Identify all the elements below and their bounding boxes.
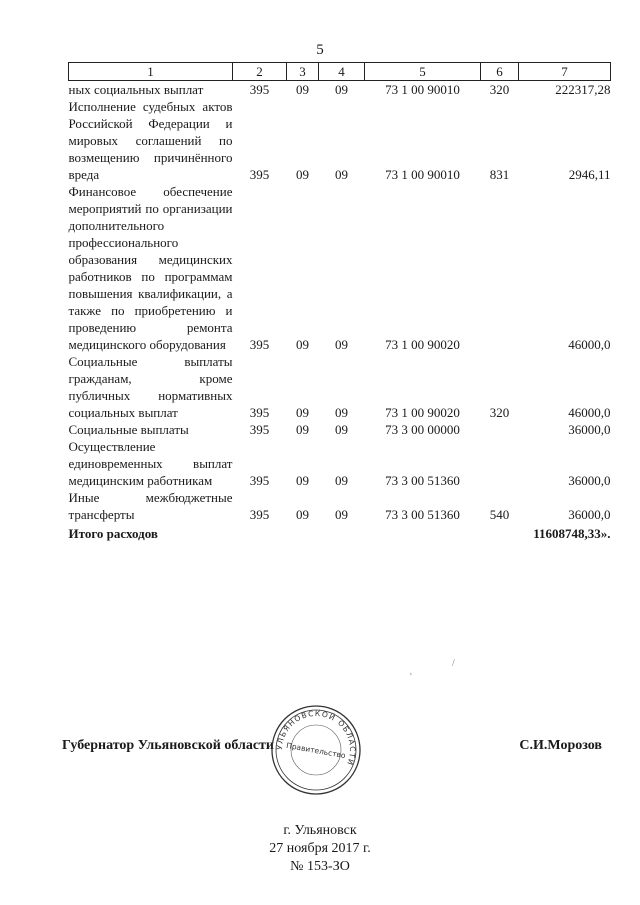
row-target-article: 73 1 00 90020 (385, 405, 460, 420)
row-amount: 36000,0 (568, 507, 611, 522)
row-amount: 46000,0 (568, 337, 611, 352)
footer-date: 27 ноября 2017 г. (269, 841, 371, 856)
row-subsection: 09 (335, 473, 348, 488)
row-name: Социальные выплаты гражданам, кроме публичных нормативных социальных выплат (68, 354, 233, 420)
row-name: Иные межбюджетные трансферты (68, 490, 233, 522)
row-name: Социальные выплаты (68, 422, 189, 437)
row-subsection: 09 (335, 337, 348, 352)
row-expense-type (481, 438, 519, 489)
row-ministry-code: 395 (249, 82, 270, 97)
row-ministry-code: 395 (249, 473, 270, 488)
row-section: 09 (296, 167, 309, 182)
official-seal-icon (270, 704, 362, 796)
row-name: Исполнение судебных актов Российской Федерации и мировых соглашений по возмещению причинённого вреда (68, 99, 233, 182)
table-row (69, 98, 611, 183)
row-expense-type: 831 (489, 167, 510, 182)
row-section: 09 (296, 82, 309, 97)
row-name: ных социальных выплат (68, 82, 204, 97)
row-target-article: 73 1 00 90010 (385, 167, 460, 182)
row-ministry-code: 395 (249, 405, 270, 420)
table-row (69, 438, 611, 489)
table-header-row (69, 63, 611, 81)
row-subsection: 09 (335, 507, 348, 522)
footer-law-number: № 153-ЗО (290, 859, 350, 874)
row-expense-type: 320 (489, 82, 510, 97)
total-row (69, 523, 611, 542)
row-section: 09 (296, 405, 309, 420)
row-section: 09 (296, 422, 309, 437)
total-value: 11608748,33». (533, 526, 611, 541)
column-header: 2 (233, 63, 287, 81)
table-row (69, 489, 611, 523)
governor-title: Губернатор Ульяновской области (62, 738, 274, 753)
row-target-article: 73 3 00 51360 (385, 473, 460, 488)
governor-name: С.И.Морозов (519, 738, 602, 753)
table-row (69, 81, 611, 99)
seal-center-text: Правительство (285, 740, 347, 761)
row-target-article: 73 1 00 90010 (385, 82, 460, 97)
row-target-article: 73 1 00 90020 (385, 337, 460, 352)
column-header: 5 (365, 63, 481, 81)
row-subsection: 09 (335, 82, 348, 97)
page-number: 5 (316, 42, 324, 58)
row-subsection: 09 (335, 405, 348, 420)
scan-mark: / (452, 658, 455, 669)
row-name: Осуществление единовременных выплат медицинским работникам (68, 439, 233, 488)
total-label: Итого расходов (68, 526, 158, 541)
table-row (69, 421, 611, 438)
row-ministry-code: 395 (249, 167, 270, 182)
row-expense-type (481, 421, 519, 438)
column-header: 4 (319, 63, 365, 81)
row-target-article: 73 3 00 51360 (385, 507, 460, 522)
row-amount: 222317,28 (555, 82, 611, 97)
budget-table (68, 62, 611, 542)
column-header: 1 (69, 63, 233, 81)
scan-mark: ' (410, 672, 412, 683)
row-section: 09 (296, 337, 309, 352)
row-subsection: 09 (335, 422, 348, 437)
table-row (69, 353, 611, 421)
row-expense-type: 320 (489, 405, 510, 420)
row-amount: 36000,0 (568, 473, 611, 488)
table-row (69, 183, 611, 353)
row-expense-type (481, 183, 519, 353)
row-section: 09 (296, 507, 309, 522)
row-amount: 36000,0 (568, 422, 611, 437)
column-header: 7 (519, 63, 611, 81)
column-header: 6 (481, 63, 519, 81)
row-name: Финансовое обеспечение мероприятий по организации дополнительного профессионального образования медицинских работников по программам повышения квалификации, а также по приобретению и проведению ремонта медицинского оборудования (68, 184, 233, 352)
row-expense-type: 540 (489, 507, 510, 522)
footer (0, 822, 640, 876)
row-amount: 46000,0 (568, 405, 611, 420)
row-ministry-code: 395 (249, 507, 270, 522)
row-ministry-code: 395 (249, 422, 270, 437)
row-subsection: 09 (335, 167, 348, 182)
row-amount: 2946,11 (568, 167, 611, 182)
seal-ring-text: УЛЬЯНОВСКОЙ ОБЛАСТИ (274, 708, 358, 768)
column-header: 3 (287, 63, 319, 81)
row-ministry-code: 395 (249, 337, 270, 352)
row-section: 09 (296, 473, 309, 488)
footer-city: г. Ульяновск (283, 823, 357, 838)
row-target-article: 73 3 00 00000 (385, 422, 460, 437)
